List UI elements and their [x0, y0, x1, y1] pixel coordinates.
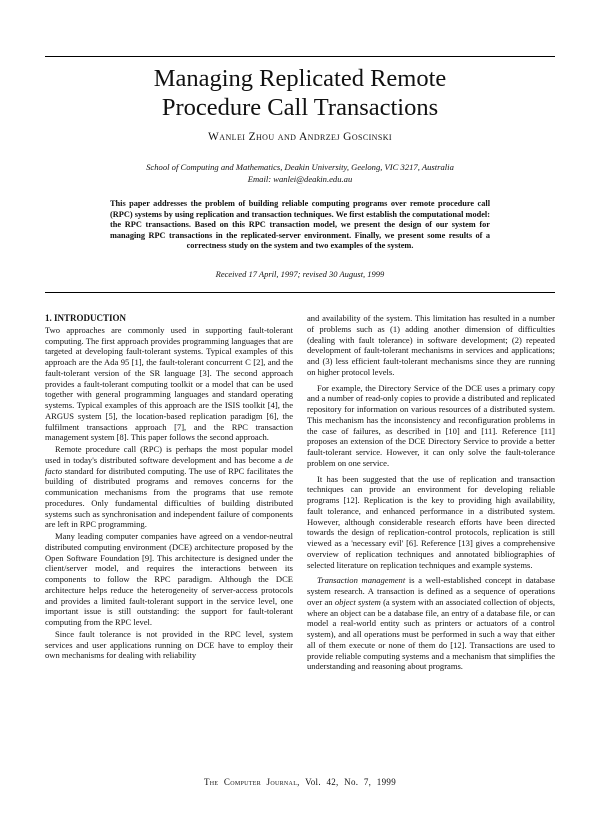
- email: Email: wanlei@deakin.edu.au: [247, 173, 353, 184]
- journal-number: No. 7,: [344, 777, 372, 787]
- authors: Wanlei Zhou and Andrzej Goscinski: [208, 131, 392, 143]
- text-run: is a well-established concept in database system research. A transaction is defined as a sequence of operations over an: [307, 575, 555, 607]
- italic-run: object system: [334, 596, 381, 607]
- text-run: (a system with an associated collection of objects, where an object can be a database file, an entry of a database file, or can model a real-world entity such as printers or actuators of a control system), and all operations must be performed in such a way that either all of them execute or none of them do [12]. Transactions are used to provide reliable computing systems and a mechanism that simplifies the understanding and reasoning about programs.: [307, 596, 556, 672]
- italic-run: de facto: [45, 454, 293, 476]
- abstract: [110, 199, 490, 252]
- right-column: [307, 313, 555, 672]
- journal-name: The Computer Journal,: [203, 777, 300, 787]
- paragraph: Since fault tolerance is not provided in the RPC level, system services and user applications running on DCE have to employ their own mechanisms for dealing with reliability: [45, 628, 293, 661]
- top-rule: [45, 56, 555, 57]
- journal-year: 1999: [376, 777, 396, 787]
- title-line-2: Procedure Call Transactions: [161, 94, 439, 121]
- paragraph: It has been suggested that the use of replication and transaction techniques can provide an environment for developing reliable programs [12]. Replication is the key to providing high availability, fault tolerance, and enhanced performance in a distributed system. However, although considerable research efforts have been directed towards the design of replication-control protocols, replication is still viewed as a 'necessary evil' [6]. Reference [13] gives a comprehensive overview of replication techniques and annotated bibliographies of selected literature on replication techniques and example systems.: [307, 473, 555, 570]
- paragraph: [45, 444, 293, 530]
- left-column: [45, 313, 293, 661]
- paragraph: [307, 575, 555, 672]
- received-date: Received 17 April, 1997; revised 30 August, 1999: [215, 269, 385, 279]
- paragraph: For example, the Directory Service of the DCE uses a primary copy and a number of read-only copies to provide a distributed and replicated repository for information on various resources of a distributed system. This mechanism has the inconsistency and reconfiguration problems in the case of failures, as described in [10] and [11]. Reference [11] proposes an extension of the DCE Directory Service to provide a better fault-tolerant service. However, it can only solve the fault-tolerance problem on one service.: [307, 382, 555, 468]
- paragraph: Two approaches are commonly used in supporting fault-tolerant computing. The first approach provides programming languages that are targeted at developing fault-tolerant systems. Typical examples of this approach are the Ada 95 [1], the fault-tolerant concurrent C [2], and the fault-tolerant version of the SR language [3]. The second approach provides a fault-tolerant computing toolkit or a model that can be used together with general programming languages and standard operating systems. Typical examples of this approach are the ISIS toolkit [4], the ARGUS system [5], the location-based replication paradigm [6], the fulfilment transactions approach [7], and the RPC transaction management system [8]. This paper follows the second approach.: [45, 324, 293, 443]
- abstract-text: This paper addresses the problem of building reliable computing programs over remote procedure call (RPC) systems by using replication and transaction techniques. We first establish the computational model: the RPC transactions. Based on this RPC transaction model, we present the design of our system for managing RPC transactions in the replicated-server environment. Finally, we present some results of a correctness study on the system and two examples of the system.: [110, 199, 490, 250]
- text-run: standard for distributed computing. The use of RPC facilitates the building of distributed programs and removes concerns for the communication mechanisms from the programs that use remote procedures. Only fundamental difficulties of building distributed systems such as synchronisation and independent failure of components are left in RPC programming.: [45, 465, 293, 530]
- journal-footer: [45, 777, 555, 787]
- italic-run: Transaction management: [317, 575, 406, 586]
- mid-rule: [45, 292, 555, 293]
- paper-title: [45, 64, 555, 122]
- title-line-1: Managing Replicated Remote: [153, 65, 447, 92]
- affiliation-block: [45, 162, 555, 185]
- section-heading: 1. INTRODUCTION: [45, 313, 127, 323]
- journal-volume: Vol. 42,: [305, 777, 339, 787]
- paragraph: and availability of the system. This limitation has resulted in a number of problems such as (1) adding another dimension of difficulties (dealing with fault tolerance) in software development; (2) repeated development of fault-tolerant mechanisms in services and applications; and (3) less efficient fault-tolerant mechanisms since they are running on higher protocol levels.: [307, 313, 555, 377]
- affiliation: School of Computing and Mathematics, Deakin University, Geelong, VIC 3217, Australia: [146, 162, 454, 172]
- paragraph: Many leading computer companies have agreed on a vendor-neutral distributed computing environment (DCE) architecture proposed by the Open Software Foundation [9]. This architecture is designed under the client/server model, and requires the interactions between its components to follow the RPC paradigm. Although the DCE architecture helps reduce the heterogeneity of server-access protocols and provides a limited fault-tolerant support in the service level, one important issue is still outstanding: the support for fault-tolerant computing from the RPC level.: [45, 531, 293, 627]
- text-run: Remote procedure call (RPC) is perhaps the most popular model used in today's distributed software development and has become a: [45, 444, 293, 465]
